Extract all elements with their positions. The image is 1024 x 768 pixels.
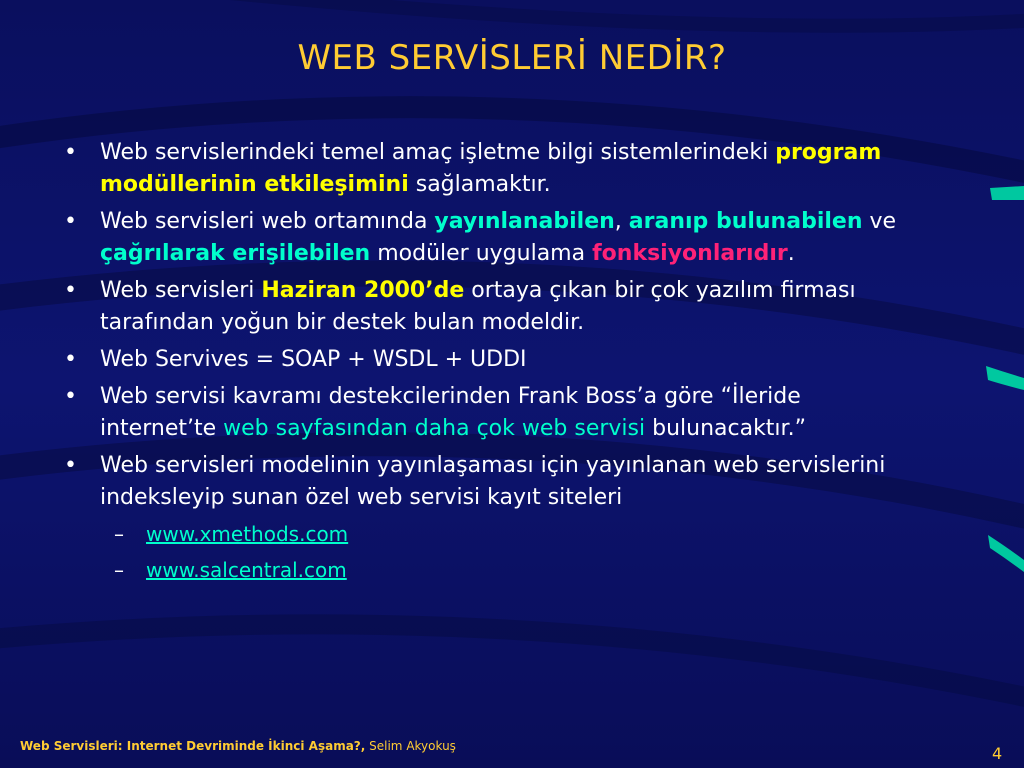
bullet-text: ortaya çıkan bir çok yazılım firması tarafından yoğun bir destek bulan modeldir.: [100, 278, 856, 335]
bullet-item-history: [62, 275, 912, 339]
bullet-item-definition: [62, 206, 912, 270]
highlight-invokable: çağrılarak erişilebilen: [100, 241, 371, 266]
highlight-functions: fonksiyonlarıdır: [592, 241, 788, 266]
footer-title: Web Servisleri: Internet Devriminde İkinci Aşama?: [20, 739, 361, 753]
bullet-list: [62, 137, 912, 593]
page-number: 4: [992, 744, 1003, 763]
footer-author: Selim Akyokuş: [365, 739, 456, 753]
bullet-text: sağlamaktır.: [408, 172, 551, 197]
bullet-item-purpose: [62, 137, 912, 201]
dash-marker: –: [114, 558, 124, 582]
bullet-text: Web servisleri: [100, 278, 262, 303]
bullet-item-quote: [62, 381, 912, 445]
sub-item: [100, 516, 912, 552]
bullet-text: Web servisleri modelinin yayınlaşaması için yayınlanan web servislerini indeksleyip sunan özel web servisi kayıt siteleri: [100, 453, 886, 510]
highlight-date: Haziran 2000’de: [261, 278, 465, 303]
bullet-text: Web servisleri web ortamında: [100, 209, 435, 234]
bullet-item-registries: [62, 450, 912, 588]
bullet-text: Web servisi kavramı destekcilerinden Frank Boss’a göre “İleride internet’te: [100, 384, 801, 441]
bullet-text: .: [787, 241, 795, 266]
highlight-program-modules: program modüllerinin etkileşimini: [100, 140, 882, 197]
bullet-text: bulunacaktır.”: [645, 416, 806, 441]
dash-marker: –: [114, 522, 124, 546]
bullet-text: ve: [862, 209, 897, 234]
highlight-quote: web sayfasından daha çok web servisi: [223, 416, 646, 441]
highlight-discoverable: aranıp bulunabilen: [628, 209, 863, 234]
footer-separator: ,: [360, 739, 366, 753]
bullet-text: modüler uygulama: [370, 241, 593, 266]
bullet-text: Web servislerindeki temel amaç işletme bilgi sistemlerindeki: [100, 140, 776, 165]
bullet-text: ,: [614, 209, 629, 234]
bullet-item-formula: [62, 344, 912, 376]
link-salcentral[interactable]: www.salcentral.com: [146, 558, 347, 582]
bullet-text: Web Servives = SOAP + WSDL + UDDI: [100, 347, 527, 372]
link-xmethods[interactable]: www.xmethods.com: [146, 522, 349, 546]
sub-item: [100, 552, 912, 588]
slide-title: WEB SERVİSLERİ NEDİR?: [297, 38, 727, 78]
highlight-publishable: yayınlanabilen: [434, 209, 615, 234]
registry-link-list: [100, 516, 912, 588]
footer: [20, 739, 456, 753]
